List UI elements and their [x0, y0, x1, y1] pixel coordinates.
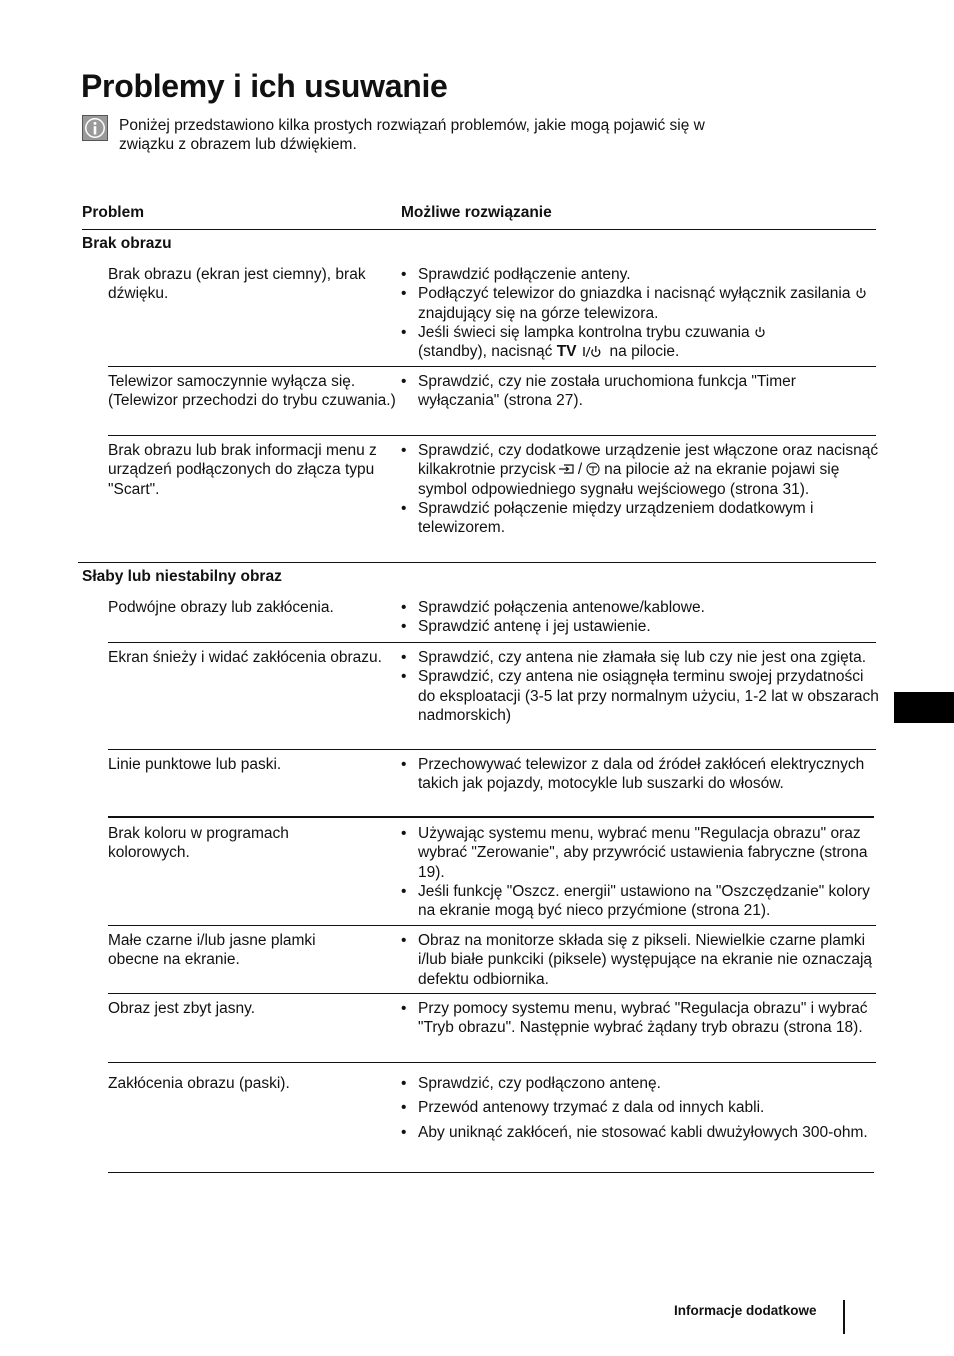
- solution-item: [399, 284, 879, 323]
- solution-list: [399, 755, 879, 794]
- power-icon: [855, 287, 867, 299]
- solution-item: • Sprawdzić, czy antena nie złamała się lub czy nie jest ona zgięta.: [399, 648, 879, 667]
- table-bottom-rule: [108, 1172, 874, 1173]
- solution-item: • Sprawdzić podłączenie anteny.: [399, 265, 879, 284]
- problem-text: Brak koloru w programach kolorowych.: [108, 825, 289, 862]
- footer-section-title: Informacje dodatkowe: [674, 1303, 817, 1318]
- row-divider: [108, 642, 876, 643]
- section-label: Brak obrazu: [82, 235, 172, 252]
- chapter-tab: [894, 692, 954, 723]
- tv-key-label: TV: [556, 343, 577, 361]
- solution-list: [399, 441, 879, 537]
- row-divider: [108, 749, 876, 750]
- info-icon: [82, 115, 108, 141]
- solution-list: [399, 598, 879, 637]
- solution-item: • Aby uniknąć zakłóceń, nie stosować kabli dwużyłowych 300-ohm.: [399, 1123, 879, 1142]
- solution-text: znajdujący się na górze telewizora.: [418, 304, 659, 322]
- solution-item: • Obraz na monitorze składa się z pikseli. Niewielkie czarne plamki i/lub białe punkciki (piksele) występujące na ekranie nie oznaczają defektu odbiornika.: [399, 931, 879, 989]
- problem-text: Brak obrazu lub brak informacji menu z urządzeń podłączonych do złącza typu "Scart".: [108, 442, 377, 498]
- solution-item: [399, 323, 879, 362]
- column-header-problem: Problem: [82, 204, 145, 221]
- header-rule: [82, 229, 876, 230]
- solution-text: Podłączyć telewizor do gniazdka i nacisnąć wyłącznik zasilania: [418, 285, 851, 303]
- solution-list: [399, 931, 879, 989]
- problem-text: Telewizor samoczynnie wyłącza się. (Telewizor przechodzi do trybu czuwania.): [108, 373, 396, 410]
- row-divider: [108, 366, 876, 367]
- page-title: Problemy i ich usuwanie: [81, 68, 448, 104]
- solution-item: • Sprawdzić, czy antena nie osiągnęła terminu swojej przydatności do eksploatacji (3-5 lat przy normalnym użyciu, 1-2 lat w obszarach nadmorskich): [399, 667, 879, 725]
- input-select-icon: [558, 462, 576, 476]
- intro-text: Poniżej przedstawiono kilka prostych rozwiązań problemów, jakie mogą pojawić się w związku z obrazem lub dźwiękiem.: [119, 117, 705, 153]
- problem-text: Linie punktowe lub paski.: [108, 756, 282, 773]
- problem-text: Zakłócenia obrazu (paski).: [108, 1075, 290, 1092]
- section-label: Słaby lub niestabilny obraz: [82, 568, 282, 585]
- solution-list: [399, 999, 879, 1038]
- solution-item: • Sprawdzić połączenia antenowe/kablowe.: [399, 598, 879, 617]
- tv-power-key-icon: [581, 344, 605, 358]
- problem-text: Podwójne obrazy lub zakłócenia.: [108, 599, 334, 616]
- solution-text: /: [577, 461, 583, 479]
- problem-text: Brak obrazu (ekran jest ciemny), brak dźwięku.: [108, 266, 366, 303]
- column-header-solution: Możliwe rozwiązanie: [401, 204, 552, 221]
- solution-item: • Sprawdzić, czy nie została uruchomiona funkcja "Timer wyłączania" (strona 27).: [399, 372, 879, 411]
- solution-list: [399, 824, 879, 920]
- solution-item: • Przy pomocy systemu menu, wybrać "Regulacja obrazu" i wybrać "Tryb obrazu". Następnie wybrać żądany tryb obrazu (strona 18).: [399, 999, 879, 1038]
- power-icon: [754, 326, 766, 338]
- problem-text: Ekran śnieży i widać zakłócenia obrazu.: [108, 649, 382, 666]
- solution-list: [399, 265, 879, 361]
- problem-text: Małe czarne i/lub jasne plamki obecne na ekranie.: [108, 932, 316, 969]
- solution-item: • Sprawdzić połączenie między urządzeniem dodatkowym i telewizorem.: [399, 499, 879, 538]
- solution-text: na pilocie aż na ekranie pojawi się symbol odpowiedniego sygnału wejściowego (strona 31).: [418, 461, 840, 498]
- solution-item: [399, 441, 879, 499]
- row-divider: [108, 1062, 876, 1063]
- solution-item: • Sprawdzić, czy podłączono antenę.: [399, 1074, 879, 1093]
- section-divider: [78, 562, 876, 563]
- problem-text: Obraz jest zbyt jasny.: [108, 1000, 256, 1017]
- text-hold-icon: [584, 462, 602, 476]
- row-divider: [108, 435, 876, 436]
- solution-list: [399, 372, 879, 411]
- row-divider: [108, 816, 874, 818]
- row-divider: [108, 925, 876, 926]
- solution-list: [399, 1074, 879, 1147]
- solution-text: na pilocie.: [609, 343, 680, 361]
- solution-item: • Sprawdzić antenę i jej ustawienie.: [399, 617, 879, 636]
- solution-item: • Przechowywać telewizor z dala od źródeł zakłóceń elektrycznych takich jak pojazdy, motocykle lub suszarki do włosów.: [399, 755, 879, 794]
- solution-text: Sprawdzić, czy dodatkowe urządzenie jest włączone oraz nacisnąć kilkakrotnie przycisk: [418, 442, 879, 479]
- solution-text: Jeśli świeci się lampka kontrolna trybu czuwania: [418, 323, 750, 341]
- solution-list: [399, 648, 879, 725]
- footer-bar: [843, 1300, 845, 1334]
- solution-item: • Jeśli funkcję "Oszcz. energii" ustawiono na "Oszczędzanie" kolory na ekranie mogą być nieco przyćmione (strona 21).: [399, 882, 879, 921]
- row-divider: [108, 993, 876, 994]
- solution-item: • Używając systemu menu, wybrać menu "Regulacja obrazu" oraz wybrać "Zerowanie", aby przywrócić ustawienia fabryczne (strona 19).: [399, 824, 879, 882]
- solution-text: (standby), nacisnąć: [418, 343, 553, 361]
- solution-item: • Przewód antenowy trzymać z dala od innych kabli.: [399, 1098, 879, 1117]
